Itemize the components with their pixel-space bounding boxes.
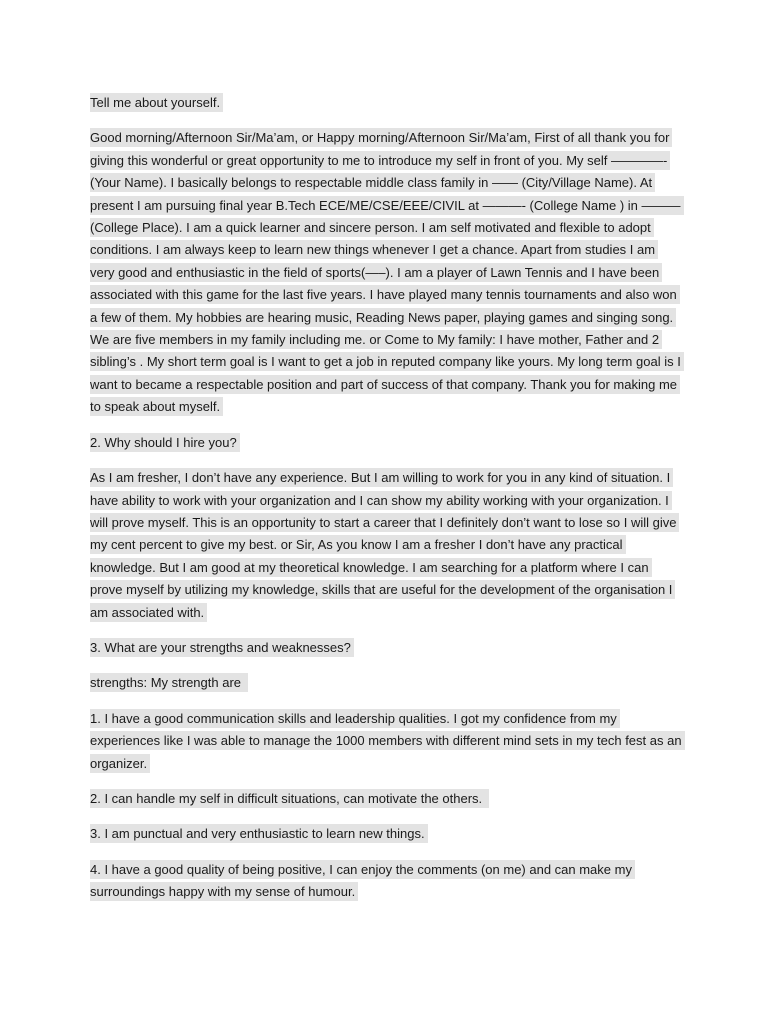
heading-text: Tell me about yourself.: [90, 93, 223, 112]
strength-item-3: [90, 823, 682, 845]
paragraph-text: strengths: My strength are: [90, 673, 248, 692]
strength-item-2: [90, 788, 682, 810]
question-heading-1: [90, 92, 682, 114]
strengths-intro: [90, 672, 682, 694]
question-heading-2: [90, 432, 682, 454]
answer-paragraph-2: [90, 467, 682, 624]
answer-paragraph-1: [90, 127, 682, 418]
paragraph-text: 2. I can handle my self in difficult situations, can motivate the others.: [90, 789, 489, 808]
strength-item-4: [90, 859, 682, 904]
paragraph-text: 1. I have a good communication skills and leadership qualities. I got my confidence from my experiences like I was able to manage the 1000 members with different mind sets in my tech fest as an organizer.: [90, 709, 685, 773]
document-page: [90, 92, 682, 917]
paragraph-text: Good morning/Afternoon Sir/Ma’am, or Happy morning/Afternoon Sir/Ma’am, First of all thank you for giving this wonderful or great opportunity to me to introduce my self in front of you. My self ————-(Your Name). I basically belongs to respectable middle class family in —— (City/Village Name). At present I am pursuing final year B.Tech ECE/ME/CSE/EEE/CIVIL at ———- (College Name ) in ———(College Place). I am a quick learner and sincere person. I am self motivated and flexible to adopt conditions. I am always keep to learn new things whenever I get a chance. Apart from studies I am very good and enthusiastic in the field of sports(—–). I am a player of Lawn Tennis and I have been associated with this game for the last five years. I have played many tennis tournaments and also won a few of them. My hobbies are hearing music, Reading News paper, playing games and singing song. We are five members in my family including me. or Come to My family: I have mother, Father and 2 sibling’s . My short term goal is I want to get a job in reputed company like yours. My long term goal is I want to became a respectable position and part of success of that company. Thank you for making me to speak about myself.: [90, 128, 684, 416]
paragraph-text: 3. I am punctual and very enthusiastic to learn new things.: [90, 824, 428, 843]
heading-text: 2. Why should I hire you?: [90, 433, 240, 452]
question-heading-3: [90, 637, 682, 659]
paragraph-text: 4. I have a good quality of being positive, I can enjoy the comments (on me) and can make my surroundings happy with my sense of humour.: [90, 860, 635, 901]
strength-item-1: [90, 708, 682, 775]
paragraph-text: As I am fresher, I don’t have any experience. But I am willing to work for you in any kind of situation. I have ability to work with your organization and I can show my ability working with your organization. I will prove myself. This is an opportunity to start a career that I definitely don’t want to lose so I will give my cent percent to give my best. or Sir, As you know I am a fresher I don’t have any practical knowledge. But I am good at my theoretical knowledge. I am searching for a platform where I can prove myself by utilizing my knowledge, skills that are useful for the development of the organisation I am associated with.: [90, 468, 679, 621]
heading-text: 3. What are your strengths and weaknesses?: [90, 638, 354, 657]
